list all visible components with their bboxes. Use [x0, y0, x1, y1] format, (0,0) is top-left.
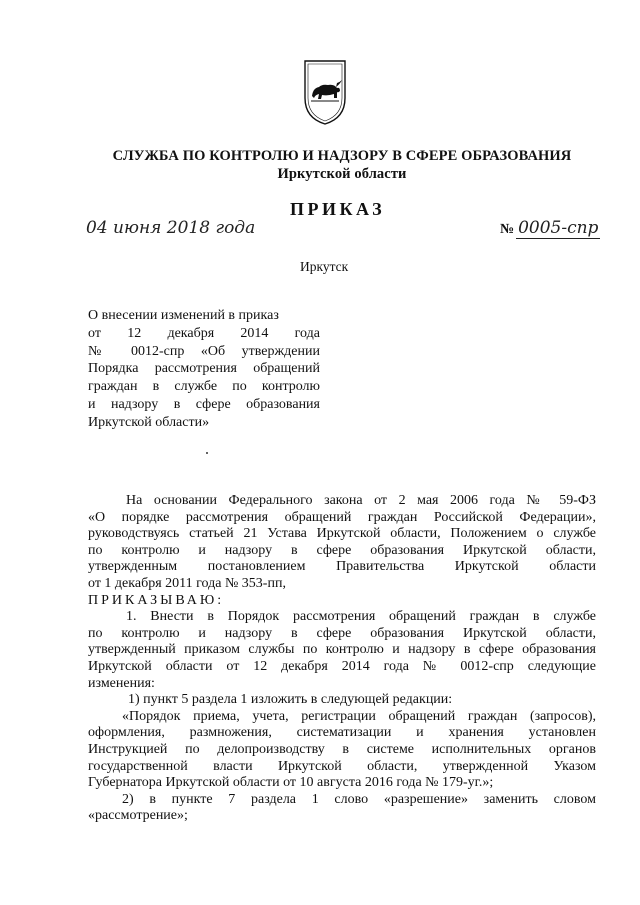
body-line: 2) в пункте 7 раздела 1 слово «разрешение» заменить словом: [122, 791, 596, 807]
body-line: изменения:: [88, 675, 155, 691]
organization-name: СЛУЖБА ПО КОНТРОЛЮ И НАДЗОРУ В СФЕРЕ ОБРАЗОВАНИЯ: [112, 148, 572, 164]
body-line: по контролю и надзору в сфере образования Иркутской области,: [88, 625, 596, 641]
subject-line: и надзору в сфере образования: [88, 396, 320, 412]
body-line: оформления, размножения, систематизации и хранения установлен: [88, 725, 596, 741]
stray-mark: [206, 452, 208, 454]
body-line: 1. Внести в Порядок рассмотрения обращений граждан в службе: [126, 609, 596, 625]
body-line: утвержденный приказом службы по контролю и надзору в сфере образования: [88, 642, 596, 658]
subject-line: Порядка рассмотрения обращений: [88, 361, 320, 377]
city: Иркутск: [300, 259, 349, 274]
body-line: утвержденным постановлением Правительства Иркутской области: [88, 559, 596, 575]
order-number-value: 0005-спр: [518, 218, 599, 238]
order-directive: ПРИКАЗЫВАЮ:: [88, 592, 225, 608]
body-line: Инструкцией по делопроизводству в системе исполнительных органов: [88, 741, 596, 757]
subject-line: О внесении изменений в приказ: [88, 308, 279, 323]
subject-line: № 0012-спр «Об утверждении: [88, 343, 320, 359]
number-sign: №: [500, 222, 515, 237]
body-line: 1) пункт 5 раздела 1 изложить в следующей редакции:: [128, 692, 453, 708]
organization-region: Иркутской области: [277, 166, 407, 182]
irkutsk-coat-of-arms-icon: [302, 58, 348, 126]
body-line: «Порядок приема, учета, регистрации обращений граждан (запросов),: [122, 708, 596, 724]
document-title: ПРИКАЗ: [290, 199, 386, 219]
body-line: от 1 декабря 2011 года № 353-пп,: [88, 575, 286, 591]
body-line: Губернатора Иркутской области от 10 августа 2016 года № 179-уг.»;: [88, 775, 494, 791]
order-number: [500, 218, 600, 239]
subject-line: граждан в службе по контролю: [88, 379, 320, 395]
body-line: государственной власти Иркутской области, утвержденной Указом: [88, 758, 596, 774]
body-line: «рассмотрение»;: [88, 808, 188, 824]
body-line: «О порядке рассмотрения обращений граждан Российской Федерации»,: [88, 509, 596, 525]
subject-line: от 12 декабря 2014 года: [88, 325, 320, 341]
document-body: [88, 493, 596, 825]
order-date: 04 июня 2018 года: [86, 218, 256, 238]
subject-block: [88, 307, 320, 432]
body-line: по контролю и надзору в сфере образования Иркутской области,: [88, 542, 596, 558]
body-line: руководствуясь статьей 21 Устава Иркутской области, Положением о службе: [88, 526, 596, 542]
body-line: Иркутской области от 12 декабря 2014 года № 0012-спр следующие: [88, 658, 596, 674]
body-line: На основании Федерального закона от 2 мая 2006 года № 59-ФЗ: [126, 493, 596, 508]
subject-line: Иркутской области»: [88, 414, 210, 430]
